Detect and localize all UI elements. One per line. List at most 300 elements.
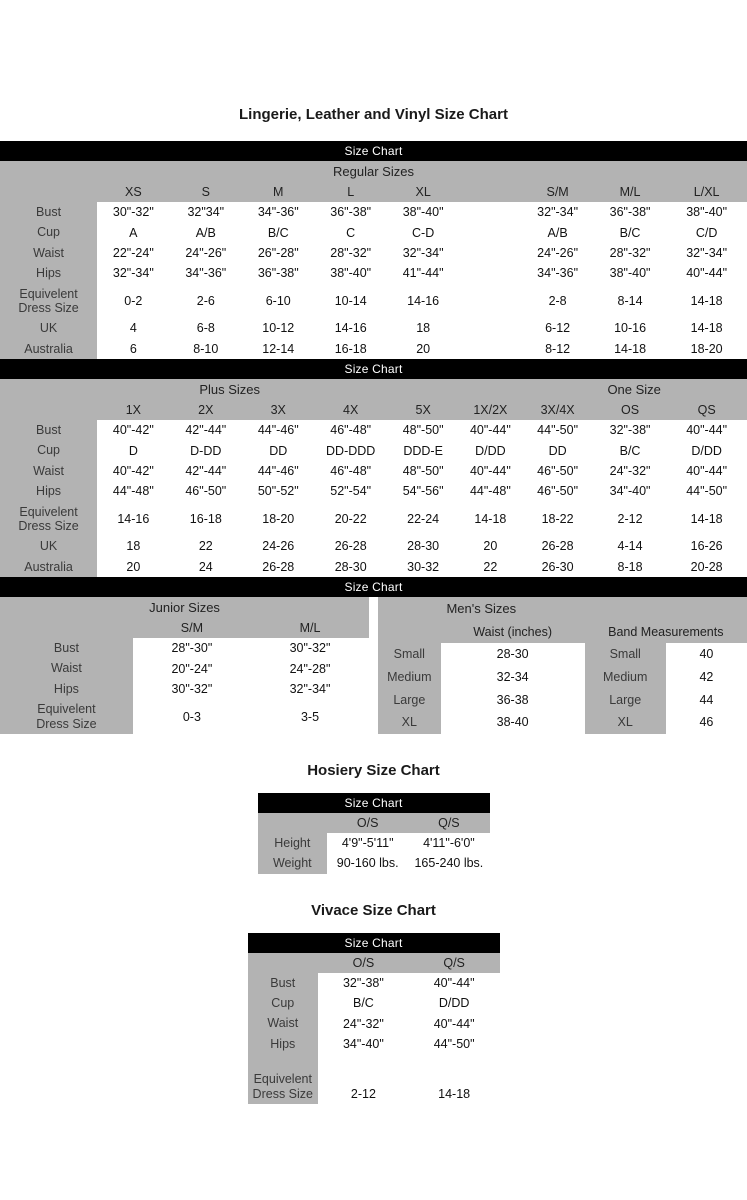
col-header: M [242, 182, 314, 202]
gap-cell [459, 318, 521, 338]
cell: 40"-44" [666, 461, 747, 481]
cell: 18-22 [521, 502, 593, 537]
group-gap [459, 379, 521, 400]
table-row [248, 1034, 500, 1054]
cell: 6-12 [521, 318, 593, 338]
cell: 24"-32" [318, 1013, 409, 1033]
cell: 30"-32" [133, 679, 251, 699]
cell: 50"-52" [242, 481, 314, 501]
junior-sizes-table [0, 597, 369, 734]
cell: 3-5 [251, 699, 369, 734]
cell: 16-18 [314, 339, 386, 359]
col-header: O/S [318, 953, 409, 973]
band-label: Size Chart [0, 359, 747, 379]
cell: B/C [594, 440, 666, 460]
row-label-height: Height [258, 833, 328, 853]
col-header: XS [97, 182, 169, 202]
cell: 0-2 [97, 284, 169, 319]
col-header: S/M [521, 182, 593, 202]
corner-cell [248, 953, 319, 973]
cell: 38-40 [441, 711, 585, 734]
gap-cell [459, 243, 521, 263]
cell: 4'9"-5'11" [327, 833, 408, 853]
cell: 42"-44" [170, 461, 242, 481]
group-row [0, 379, 747, 400]
cell: 48"-50" [387, 461, 459, 481]
cell: 8-18 [594, 557, 666, 577]
hosiery-table-wrap [0, 793, 747, 874]
cell: A/B [170, 222, 242, 242]
cell: B/C [242, 222, 314, 242]
table-row [378, 688, 747, 711]
dress-size-line2: Dress Size [18, 300, 79, 315]
cell: 14-18 [666, 284, 747, 319]
cell: 20"-24" [133, 658, 251, 678]
cell: 36"-38" [242, 263, 314, 283]
table-row [0, 557, 747, 577]
cell: 28-30 [314, 557, 386, 577]
cell: 41"-44" [387, 263, 459, 283]
cell: 18 [97, 536, 169, 556]
col-header: 2X [170, 400, 242, 420]
group-one-size: One Size [521, 379, 747, 400]
cell: 44"-50" [666, 481, 747, 501]
row-label-band-small: Small [585, 643, 666, 666]
cell: 28-30 [387, 536, 459, 556]
cell: D-DD [170, 440, 242, 460]
table-row [0, 461, 747, 481]
column-spacer [369, 597, 378, 734]
cell: 4-14 [594, 536, 666, 556]
cell: 38"-40" [314, 263, 386, 283]
table-row [0, 339, 747, 359]
cell: 44"-50" [521, 420, 593, 440]
col-header: 3X [242, 400, 314, 420]
row-label-medium: Medium [378, 666, 441, 689]
table-row [0, 243, 747, 263]
table-row [378, 666, 747, 689]
col-header: 3X/4X [521, 400, 593, 420]
cell: 40"-44" [459, 420, 521, 440]
group-mens-sizes-cont [585, 597, 747, 620]
cell: DDD-E [387, 440, 459, 460]
cell: 8-10 [170, 339, 242, 359]
row-label-australia: Australia [0, 557, 97, 577]
cell: 52"-54" [314, 481, 386, 501]
gap-cell [459, 202, 521, 222]
table-row [248, 1054, 500, 1104]
cell: 22"-24" [97, 243, 169, 263]
table-row [0, 502, 747, 537]
page-title: Lingerie, Leather and Vinyl Size Chart [239, 106, 508, 123]
cell: 40"-44" [459, 461, 521, 481]
dress-size-line1: Equivelent [19, 504, 78, 519]
plus-sizes-table [0, 359, 747, 577]
col-header: QS [666, 400, 747, 420]
col-header: O/S [327, 813, 408, 833]
table-row [0, 420, 747, 440]
table-row [0, 318, 747, 338]
cell: 46"-50" [170, 481, 242, 501]
dress-size-line2: Dress Size [252, 1086, 313, 1101]
corner-cell [0, 618, 133, 638]
cell: 32"-38" [594, 420, 666, 440]
row-label-cup: Cup [248, 993, 319, 1013]
cell: 46 [666, 711, 747, 734]
col-header: M/L [594, 182, 666, 202]
cell: 28-30 [441, 643, 585, 666]
table-row [248, 973, 500, 993]
row-label-hips: Hips [0, 263, 97, 283]
cell: DD [242, 440, 314, 460]
table-row [0, 440, 747, 460]
cell: 2-12 [318, 1054, 409, 1104]
row-label-dress-size [0, 502, 97, 537]
cell: 30"-32" [251, 638, 369, 658]
band-label: Size Chart [0, 141, 747, 161]
col-header-waist-inches: Waist (inches) [441, 620, 585, 642]
row-label-band-large: Large [585, 688, 666, 711]
cell: 46"-50" [521, 481, 593, 501]
cell: 24-26 [242, 536, 314, 556]
row-label-bust: Bust [0, 638, 133, 658]
row-label-dress-size [0, 699, 133, 734]
table-row [0, 481, 747, 501]
cell: 40"-44" [666, 263, 747, 283]
cell: 34"-40" [594, 481, 666, 501]
col-header: Q/S [409, 953, 500, 973]
hosiery-title-block [0, 734, 747, 779]
cell: 14-18 [459, 502, 521, 537]
cell: 34"-40" [318, 1034, 409, 1054]
cell: 2-12 [594, 502, 666, 537]
cell: DD-DDD [314, 440, 386, 460]
cell: 32"-34" [387, 243, 459, 263]
cell: 26-30 [521, 557, 593, 577]
band-row [258, 793, 490, 813]
cell: D [97, 440, 169, 460]
cell: 40 [666, 643, 747, 666]
header-row [0, 182, 747, 202]
dress-size-line1: Equivelent [37, 702, 96, 717]
cell: 4 [97, 318, 169, 338]
cell: 14-16 [387, 284, 459, 319]
cell: DD [521, 440, 593, 460]
header-row [0, 618, 369, 638]
cell: 12-14 [242, 339, 314, 359]
table-row [0, 658, 369, 678]
band-row [248, 933, 500, 953]
cell: 24"-32" [594, 461, 666, 481]
gap-cell [459, 339, 521, 359]
col-header-spacer [459, 182, 521, 202]
row-label-waist: Waist [0, 658, 133, 678]
row-label-cup: Cup [0, 440, 97, 460]
table-row [0, 202, 747, 222]
corner-cell [378, 620, 441, 642]
cell: 38"-40" [594, 263, 666, 283]
vivace-title: Vivace Size Chart [311, 901, 436, 919]
cell: 32"-34" [521, 202, 593, 222]
cell: 44"-46" [242, 420, 314, 440]
table-row [248, 1013, 500, 1033]
row-label-xl: XL [378, 711, 441, 734]
cell: 2-6 [170, 284, 242, 319]
row-label-band-xl: XL [585, 711, 666, 734]
cell: B/C [594, 222, 666, 242]
cell: 42"-44" [170, 420, 242, 440]
cell: C/D [666, 222, 747, 242]
dress-size-line1: Equivelent [253, 1072, 312, 1087]
cell: 40"-42" [97, 420, 169, 440]
mens-sizes-table [378, 597, 747, 734]
cell: 14-18 [409, 1054, 500, 1104]
cell: 20 [97, 557, 169, 577]
group-row [0, 597, 369, 618]
cell: 26-28 [314, 536, 386, 556]
cell: 2-8 [521, 284, 593, 319]
row-label-bust: Bust [248, 973, 319, 993]
cell: 26-28 [521, 536, 593, 556]
cell: 44"-50" [409, 1034, 500, 1054]
cell: 28"-32" [594, 243, 666, 263]
col-header: S [170, 182, 242, 202]
cell: C-D [387, 222, 459, 242]
table-row [248, 993, 500, 1013]
cell: 44 [666, 688, 747, 711]
group-regular-sizes: Regular Sizes [0, 161, 747, 182]
corner-cell [0, 182, 97, 202]
row-label-cup: Cup [0, 222, 97, 242]
dress-size-line1: Equivelent [19, 286, 78, 301]
gap-cell [459, 263, 521, 283]
cell: 42 [666, 666, 747, 689]
cell: 26-28 [242, 557, 314, 577]
cell: A/B [521, 222, 593, 242]
cell: 22 [170, 536, 242, 556]
cell: 36"-38" [594, 202, 666, 222]
band-row [0, 141, 747, 161]
cell: 46"-48" [314, 461, 386, 481]
corner-cell [0, 400, 97, 420]
col-header: L [314, 182, 386, 202]
table-row [258, 853, 490, 873]
cell: 8-14 [594, 284, 666, 319]
cell: 30-32 [387, 557, 459, 577]
cell: 36"-38" [314, 202, 386, 222]
col-header: L/XL [666, 182, 747, 202]
cell: 20-22 [314, 502, 386, 537]
col-header: 1X [97, 400, 169, 420]
col-header: XL [387, 182, 459, 202]
cell: D/DD [409, 993, 500, 1013]
group-row [378, 597, 747, 620]
row-label-small: Small [378, 643, 441, 666]
cell: 46"-50" [521, 461, 593, 481]
cell: 18 [387, 318, 459, 338]
row-label-band-medium: Medium [585, 666, 666, 689]
cell: 40"-44" [666, 420, 747, 440]
header-row [378, 620, 747, 642]
hosiery-table [258, 793, 490, 874]
row-label-hips: Hips [248, 1034, 319, 1054]
cell: 14-16 [314, 318, 386, 338]
cell: 4'11"-6'0" [408, 833, 489, 853]
row-label-hips: Hips [0, 481, 97, 501]
cell: B/C [318, 993, 409, 1013]
cell: 40"-44" [409, 973, 500, 993]
cell: 20 [459, 536, 521, 556]
cell: 28"-32" [314, 243, 386, 263]
cell: 14-18 [666, 502, 747, 537]
cell: 32"-34" [666, 243, 747, 263]
row-label-waist: Waist [0, 461, 97, 481]
cell: 14-18 [594, 339, 666, 359]
cell: 18-20 [666, 339, 747, 359]
cell: 44"-46" [242, 461, 314, 481]
cell: 22 [459, 557, 521, 577]
junior-mens-band-table [0, 577, 747, 597]
cell: 34"-36" [170, 263, 242, 283]
cell: 28"-30" [133, 638, 251, 658]
cell: 32"-34" [97, 263, 169, 283]
gap-cell [459, 222, 521, 242]
group-junior-sizes: Junior Sizes [0, 597, 369, 618]
table-row [378, 711, 747, 734]
junior-and-mens-row [0, 597, 747, 734]
cell: 38"-40" [387, 202, 459, 222]
vivace-table [248, 933, 500, 1104]
row-label-bust: Bust [0, 420, 97, 440]
table-row [0, 222, 747, 242]
row-label-dress-size [248, 1054, 319, 1104]
cell: 10-14 [314, 284, 386, 319]
cell: 165-240 lbs. [408, 853, 489, 873]
col-header: Q/S [408, 813, 489, 833]
hosiery-title: Hosiery Size Chart [307, 761, 440, 779]
cell: 36-38 [441, 688, 585, 711]
band-label: Size Chart [0, 577, 747, 597]
cell: 24"-28" [251, 658, 369, 678]
vivace-table-wrap [0, 933, 747, 1194]
cell: 14-18 [666, 318, 747, 338]
row-label-uk: UK [0, 536, 97, 556]
cell: 32"-38" [318, 973, 409, 993]
cell: 16-26 [666, 536, 747, 556]
row-label-hips: Hips [0, 679, 133, 699]
cell: 40"-42" [97, 461, 169, 481]
cell: 20-28 [666, 557, 747, 577]
gap-cell [459, 284, 521, 319]
col-header: M/L [251, 618, 369, 638]
group-row [0, 161, 747, 182]
cell: 90-160 lbs. [327, 853, 408, 873]
table-row [0, 679, 369, 699]
col-header: S/M [133, 618, 251, 638]
cell: 20 [387, 339, 459, 359]
table-row [0, 263, 747, 283]
row-label-australia: Australia [0, 339, 97, 359]
row-label-waist: Waist [0, 243, 97, 263]
cell: 24 [170, 557, 242, 577]
cell: 6 [97, 339, 169, 359]
cell: 48"-50" [387, 420, 459, 440]
group-plus-sizes: Plus Sizes [0, 379, 459, 400]
cell: 16-18 [170, 502, 242, 537]
header-row [258, 813, 490, 833]
dress-size-line2: Dress Size [36, 716, 97, 731]
corner-cell [258, 813, 328, 833]
col-header: 4X [314, 400, 386, 420]
cell: 0-3 [133, 699, 251, 734]
header-row [0, 400, 747, 420]
cell: 34"-36" [521, 263, 593, 283]
col-header: OS [594, 400, 666, 420]
cell: 24"-26" [521, 243, 593, 263]
cell: 46"-48" [314, 420, 386, 440]
regular-sizes-table [0, 141, 747, 359]
row-label-weight: Weight [258, 853, 328, 873]
band-row [0, 359, 747, 379]
row-label-bust: Bust [0, 202, 97, 222]
header-row [248, 953, 500, 973]
cell: 40"-44" [409, 1013, 500, 1033]
group-mens-sizes: Men's Sizes [378, 597, 585, 620]
cell: 30"-32" [97, 202, 169, 222]
cell: 6-10 [242, 284, 314, 319]
cell: D/DD [666, 440, 747, 460]
cell: A [97, 222, 169, 242]
row-label-dress-size [0, 284, 97, 319]
table-row [258, 833, 490, 853]
table-row [0, 638, 369, 658]
cell: 32"34" [170, 202, 242, 222]
cell: 34"-36" [242, 202, 314, 222]
row-label-waist: Waist [248, 1013, 319, 1033]
cell: 24"-26" [170, 243, 242, 263]
band-label: Size Chart [258, 793, 490, 813]
cell: 38"-40" [666, 202, 747, 222]
band-row [0, 577, 747, 597]
main-size-tables [0, 141, 747, 734]
cell: 8-12 [521, 339, 593, 359]
cell: 22-24 [387, 502, 459, 537]
cell: 44"-48" [97, 481, 169, 501]
cell: 32"-34" [251, 679, 369, 699]
table-row [378, 643, 747, 666]
col-header: 5X [387, 400, 459, 420]
main-title-block [0, 0, 747, 123]
table-row [0, 284, 747, 319]
cell: 18-20 [242, 502, 314, 537]
cell: 26"-28" [242, 243, 314, 263]
vivace-title-block [0, 874, 747, 919]
table-row [0, 699, 369, 734]
row-label-large: Large [378, 688, 441, 711]
cell: 14-16 [97, 502, 169, 537]
cell: 6-8 [170, 318, 242, 338]
col-header-band-measurements: Band Measurements [585, 620, 747, 642]
row-label-uk: UK [0, 318, 97, 338]
cell: 10-16 [594, 318, 666, 338]
cell: 32-34 [441, 666, 585, 689]
col-header: 1X/2X [459, 400, 521, 420]
cell: 54"-56" [387, 481, 459, 501]
dress-size-line2: Dress Size [18, 518, 79, 533]
table-row [0, 536, 747, 556]
cell: 10-12 [242, 318, 314, 338]
cell: C [314, 222, 386, 242]
